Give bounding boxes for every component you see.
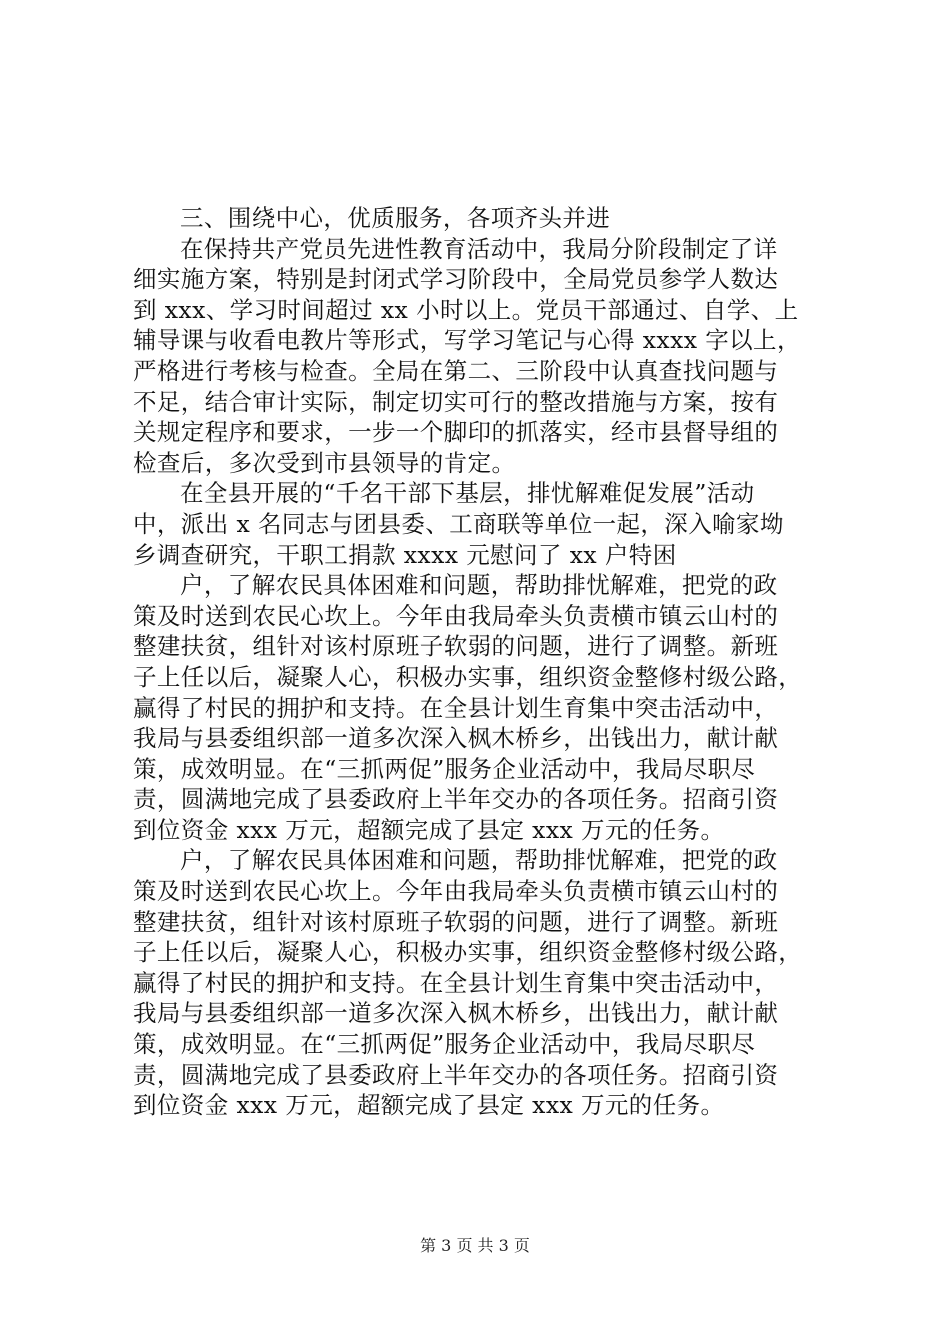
paragraph-line: 在保持共产党员先进性教育活动中，我局分阶段制定了详 <box>180 234 778 263</box>
paragraph-line: 策及时送到农民心坎上。今年由我局牵头负责横市镇云山村的 <box>133 601 779 630</box>
paragraph-line: 我局与县委组织部一道多次深入枫木桥乡，出钱出力，献计献 <box>133 999 779 1028</box>
paragraph-line: 子上任以后，凝聚人心，积极办实事，组织资金整修村级公路， <box>133 662 803 691</box>
paragraph-line: 策，成效明显。在“三抓两促”服务企业活动中，我局尽职尽 <box>133 754 756 783</box>
paragraph-line: 关规定程序和要求，一步一个脚印的抓落实，经市县督导组的 <box>133 418 779 447</box>
paragraph-line: 责，圆满地完成了县委政府上半年交办的各项任务。招商引资 <box>133 1060 779 1089</box>
paragraph-line: 赢得了村民的拥护和支持。在全县计划生育集中突击活动中， <box>133 693 779 722</box>
paragraph-line: 子上任以后，凝聚人心，积极办实事，组织资金整修村级公路， <box>133 938 803 967</box>
paragraph-line: 赢得了村民的拥护和支持。在全县计划生育集中突击活动中， <box>133 968 779 997</box>
paragraph-line: 中，派出 x 名同志与团县委、工商联等单位一起，深入喻家坳 <box>133 509 784 538</box>
page-footer <box>0 1236 950 1256</box>
paragraph-line: 细实施方案，特别是封闭式学习阶段中，全局党员参学人数达 <box>133 265 779 294</box>
paragraph-line: 户，了解农民具体困难和问题，帮助排忧解难，把党的政 <box>180 846 778 875</box>
paragraph-line: 策及时送到农民心坎上。今年由我局牵头负责横市镇云山村的 <box>133 877 779 906</box>
paragraph-line: 在全县开展的“千名干部下基层，排忧解难促发展”活动 <box>180 479 755 508</box>
paragraph-line: 检查后，多次受到市县领导的肯定。 <box>133 448 516 477</box>
paragraph-line: 辅导课与收看电教片等形式，写学习笔记与心得 xxxx 字以上， <box>133 326 801 355</box>
paragraph-line: 责，圆满地完成了县委政府上半年交办的各项任务。招商引资 <box>133 785 779 814</box>
paragraph-line: 严格进行考核与检查。全局在第二、三阶段中认真查找问题与 <box>133 356 779 385</box>
paragraph-line: 乡调查研究，干职工捐款 xxxx 元慰问了 xx 户特困 <box>133 540 677 569</box>
paragraph-line: 到 xxx、学习时间超过 xx 小时以上。党员干部通过、自学、上 <box>133 295 799 324</box>
paragraph-line: 到位资金 xxx 万元，超额完成了县定 xxx 万元的任务。 <box>133 815 725 844</box>
document-body <box>133 203 833 1121</box>
section-heading: 三、围绕中心，优质服务，各项齐头并进 <box>180 204 611 232</box>
page-number: 第 3 页 共 3 页 <box>420 1236 530 1255</box>
paragraph-line: 户，了解农民具体困难和问题，帮助排忧解难，把党的政 <box>180 571 778 600</box>
paragraph-line: 到位资金 xxx 万元，超额完成了县定 xxx 万元的任务。 <box>133 1091 725 1120</box>
paragraph-line: 策，成效明显。在“三抓两促”服务企业活动中，我局尽职尽 <box>133 1030 756 1059</box>
paragraph-line: 不足，结合审计实际，制定切实可行的整改措施与方案，按有 <box>133 387 779 416</box>
paragraph-line: 整建扶贫，组针对该村原班子软弱的问题，进行了调整。新班 <box>133 632 779 661</box>
paragraph-line: 整建扶贫，组针对该村原班子软弱的问题，进行了调整。新班 <box>133 907 779 936</box>
paragraph-line: 我局与县委组织部一道多次深入枫木桥乡，出钱出力，献计献 <box>133 724 779 753</box>
